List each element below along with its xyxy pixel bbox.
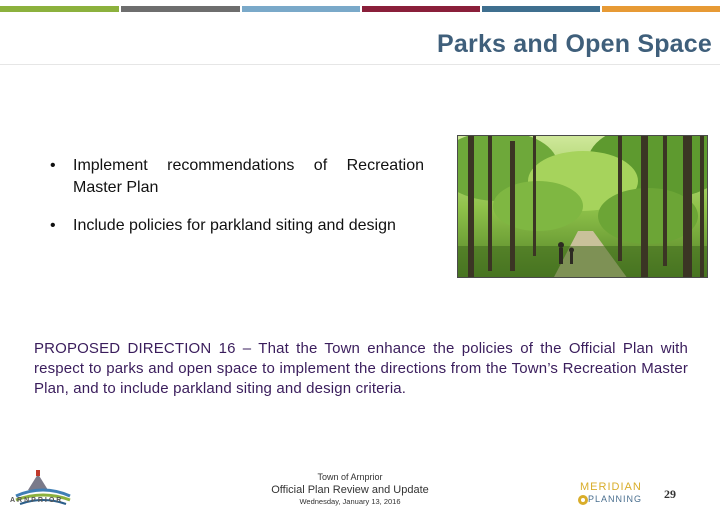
topbar-segment-maroon <box>362 6 480 12</box>
bullet-item <box>48 215 424 237</box>
footer-date: Wednesday, January 13, 2016 <box>299 497 401 506</box>
footer-center <box>250 472 450 507</box>
forest-illustration <box>458 136 708 278</box>
meridian-logo-bottom: PLANNING <box>588 494 643 504</box>
footer-project: Official Plan Review and Update <box>271 484 429 496</box>
topbar-segment-orange <box>602 6 720 12</box>
topbar-segment-green <box>0 6 119 12</box>
bullet-text: Include policies for parkland siting and design <box>73 217 396 234</box>
forest-trail-photo <box>457 135 708 278</box>
meridian-logo-top: MERIDIAN <box>580 481 642 493</box>
proposed-direction-text: PROPOSED DIRECTION 16 – That the Town enhance the policies of the Official Plan with respect to parks and open space to implement the directions from the Town’s Recreation Master Plan, and to include parkland siting and design criteria. <box>34 340 688 397</box>
topbar-segment-blue <box>482 6 600 12</box>
page-number: 29 <box>664 487 676 501</box>
title-divider <box>0 64 720 65</box>
bullet-icon: • <box>50 217 56 234</box>
bullet-item <box>48 155 424 199</box>
arnprior-logo-text: ARNPRIOR <box>10 497 64 504</box>
topbar-segment-gray <box>121 6 240 12</box>
bullet-text: Implement recommendations of Recreation Master Plan <box>73 157 424 196</box>
topbar-segment-lightblue <box>242 6 360 12</box>
bullet-list <box>48 155 424 253</box>
bullet-icon: • <box>50 157 56 174</box>
meridian-planning-logo <box>574 479 654 509</box>
top-color-bar <box>0 6 720 12</box>
footer-town: Town of Arnprior <box>317 472 383 482</box>
arnprior-logo <box>8 462 78 514</box>
page-title: Parks and Open Space <box>437 30 712 58</box>
